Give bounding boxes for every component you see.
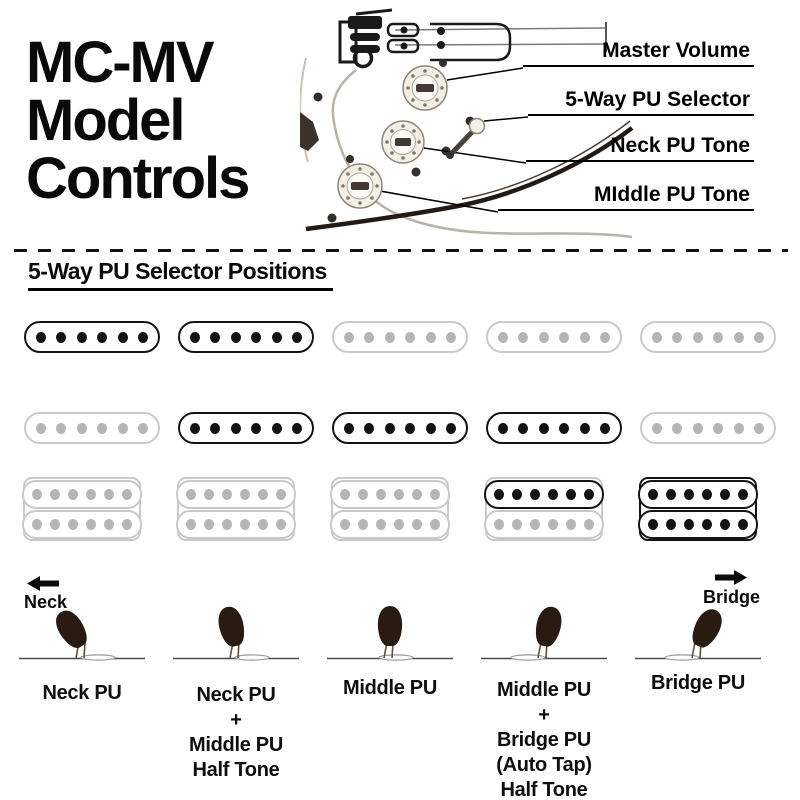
pole-piece <box>210 423 220 434</box>
bridge-bottom-coil <box>22 510 142 539</box>
pole-piece <box>405 423 415 434</box>
position-label-line: Neck PU <box>196 684 276 706</box>
pole-piece <box>56 332 66 343</box>
selector-switch-icon[interactable] <box>479 588 609 666</box>
master-volume-knob[interactable] <box>403 66 447 110</box>
bridge-humbucker <box>331 477 449 541</box>
position-label <box>305 676 475 701</box>
pole-piece <box>251 332 261 343</box>
pole-piece <box>138 423 148 434</box>
middle-pickup <box>486 412 622 444</box>
pole-piece <box>344 332 354 343</box>
title-line-1: MC-MV <box>26 30 213 95</box>
pole-piece <box>68 489 78 500</box>
pole-piece <box>50 519 60 530</box>
middle-pickup <box>332 412 468 444</box>
pole-piece <box>559 332 569 343</box>
pole-piece <box>122 489 132 500</box>
pole-piece <box>518 332 528 343</box>
pole-piece <box>648 489 658 500</box>
position-label-line: Neck PU <box>42 682 122 704</box>
pole-piece <box>672 332 682 343</box>
pole-piece <box>292 332 302 343</box>
pole-piece <box>97 423 107 434</box>
pole-piece <box>693 332 703 343</box>
position-label-line: Half Tone <box>192 759 280 781</box>
pole-piece <box>539 332 549 343</box>
pole-piece <box>77 332 87 343</box>
pole-piece <box>684 489 694 500</box>
pole-piece <box>426 423 436 434</box>
bridge-bottom-coil <box>484 510 604 539</box>
page-title <box>26 30 249 211</box>
pole-piece <box>512 519 522 530</box>
pole-piece <box>394 489 404 500</box>
pole-piece <box>86 489 96 500</box>
pole-piece <box>376 489 386 500</box>
pole-piece <box>430 489 440 500</box>
pole-piece <box>56 423 66 434</box>
bridge-direction-label: Bridge <box>703 587 761 607</box>
pole-piece <box>566 489 576 500</box>
pole-piece <box>684 519 694 530</box>
pole-piece <box>498 423 508 434</box>
pole-piece <box>720 489 730 500</box>
pole-piece <box>539 423 549 434</box>
pole-piece <box>518 423 528 434</box>
switch-lever-drawing <box>479 588 609 666</box>
pole-piece <box>702 519 712 530</box>
position-label <box>0 681 167 706</box>
pole-piece <box>693 423 703 434</box>
pole-piece <box>272 423 282 434</box>
pole-piece <box>251 423 261 434</box>
pole-piece <box>738 519 748 530</box>
bridge-hardware <box>340 10 510 67</box>
bridge-bottom-coil <box>330 510 450 539</box>
pole-piece <box>358 519 368 530</box>
pole-piece <box>97 332 107 343</box>
position-label-line: Bridge PU <box>651 672 745 694</box>
switch-lever-drawing <box>17 588 147 666</box>
pole-piece <box>364 332 374 343</box>
pole-piece <box>600 423 610 434</box>
neck-pickup <box>486 321 622 353</box>
pole-piece <box>340 489 350 500</box>
pole-piece <box>580 423 590 434</box>
position-label-line: Middle PU <box>497 679 591 701</box>
pole-piece <box>222 519 232 530</box>
pole-piece <box>754 423 764 434</box>
neck-pickup <box>24 321 160 353</box>
pole-piece <box>32 489 42 500</box>
pole-piece <box>276 519 286 530</box>
neck-direction-label: Neck <box>24 592 68 612</box>
bridge-humbucker <box>639 477 757 541</box>
pole-piece <box>405 332 415 343</box>
pole-piece <box>738 489 748 500</box>
pole-piece <box>86 519 96 530</box>
pole-piece <box>672 423 682 434</box>
pole-piece <box>231 423 241 434</box>
pole-piece <box>358 489 368 500</box>
pole-piece <box>702 489 712 500</box>
pole-piece <box>258 519 268 530</box>
dashed-divider <box>14 249 788 252</box>
pole-piece <box>494 519 504 530</box>
pole-piece <box>548 519 558 530</box>
pole-piece <box>394 519 404 530</box>
pole-piece <box>222 489 232 500</box>
pole-piece <box>190 332 200 343</box>
pole-piece <box>754 332 764 343</box>
position-label <box>459 678 629 800</box>
selector-switch-icon[interactable] <box>171 588 301 666</box>
pole-piece <box>559 423 569 434</box>
selector-switch-icon[interactable] <box>17 588 147 666</box>
pole-piece <box>426 332 436 343</box>
bridge-humbucker <box>485 477 603 541</box>
selector-switch-icon[interactable] <box>325 588 455 666</box>
pole-piece <box>122 519 132 530</box>
pole-piece <box>652 423 662 434</box>
neck-pickup <box>178 321 314 353</box>
annotation-master-volume: Master Volume <box>523 39 754 67</box>
annotation-neck-tone: Neck PU Tone <box>526 134 754 162</box>
pole-piece <box>36 332 46 343</box>
pole-piece <box>713 423 723 434</box>
pole-piece <box>186 519 196 530</box>
position-label-line: + <box>538 704 550 726</box>
pole-piece <box>734 332 744 343</box>
pole-piece <box>566 519 576 530</box>
pole-piece <box>77 423 87 434</box>
pole-piece <box>32 519 42 530</box>
selector-switch-icon[interactable] <box>633 588 763 666</box>
pole-piece <box>258 489 268 500</box>
pole-piece <box>446 423 456 434</box>
bridge-humbucker <box>177 477 295 541</box>
title-line-3: Controls <box>26 146 249 211</box>
pole-piece <box>118 423 128 434</box>
pole-piece <box>666 489 676 500</box>
neck-pickup <box>640 321 776 353</box>
pole-piece <box>376 519 386 530</box>
pole-piece <box>118 332 128 343</box>
position-label-line: (Auto Tap) <box>496 754 592 776</box>
neck-pickup <box>332 321 468 353</box>
title-line-2: Model <box>26 88 184 153</box>
position-label <box>613 671 783 696</box>
pole-piece <box>584 489 594 500</box>
pole-piece <box>186 489 196 500</box>
pole-piece <box>600 332 610 343</box>
pole-piece <box>292 423 302 434</box>
middle-pickup <box>640 412 776 444</box>
pole-piece <box>385 332 395 343</box>
bridge-humbucker <box>23 477 141 541</box>
bridge-top-coil <box>22 480 142 509</box>
pole-piece <box>494 489 504 500</box>
pole-piece <box>344 423 354 434</box>
bridge-bottom-coil <box>638 510 758 539</box>
pole-piece <box>272 332 282 343</box>
pole-piece <box>720 519 730 530</box>
neck-tone-knob[interactable] <box>382 121 424 163</box>
pole-piece <box>412 489 422 500</box>
position-label-line: Middle PU <box>189 734 283 756</box>
pole-piece <box>530 489 540 500</box>
position-label-line: Middle PU <box>343 677 437 699</box>
pole-piece <box>204 519 214 530</box>
pole-piece <box>231 332 241 343</box>
pole-piece <box>498 332 508 343</box>
pole-piece <box>666 519 676 530</box>
switch-lever-drawing <box>325 588 455 666</box>
pole-piece <box>190 423 200 434</box>
pole-piece <box>430 519 440 530</box>
pole-piece <box>364 423 374 434</box>
position-label-line: Half Tone <box>500 779 588 800</box>
pole-piece <box>340 519 350 530</box>
pole-piece <box>713 332 723 343</box>
pole-piece <box>385 423 395 434</box>
bridge-direction-arrow-icon <box>715 570 747 585</box>
pole-piece <box>530 519 540 530</box>
pole-piece <box>734 423 744 434</box>
pole-piece <box>446 332 456 343</box>
annotation-5way-selector: 5-Way PU Selector <box>528 88 754 116</box>
pole-piece <box>36 423 46 434</box>
pole-piece <box>512 489 522 500</box>
pole-piece <box>104 489 114 500</box>
position-label-line: Bridge PU <box>497 729 591 751</box>
pole-piece <box>652 332 662 343</box>
pole-piece <box>240 519 250 530</box>
pole-piece <box>68 519 78 530</box>
pole-piece <box>50 489 60 500</box>
pole-piece <box>210 332 220 343</box>
position-label-line: + <box>230 709 242 731</box>
pole-piece <box>412 519 422 530</box>
pole-piece <box>204 489 214 500</box>
pole-piece <box>104 519 114 530</box>
pole-piece <box>648 519 658 530</box>
position-label <box>151 683 321 783</box>
bridge-top-coil <box>484 480 604 509</box>
switch-lever-drawing <box>171 588 301 666</box>
pole-piece <box>276 489 286 500</box>
middle-pickup <box>178 412 314 444</box>
pole-piece <box>548 489 558 500</box>
pole-piece <box>580 332 590 343</box>
bridge-bottom-coil <box>176 510 296 539</box>
pole-piece <box>584 519 594 530</box>
middle-pickup <box>24 412 160 444</box>
middle-tone-knob[interactable] <box>338 164 382 208</box>
annotation-middle-tone: MIddle PU Tone <box>498 183 754 211</box>
bridge-top-coil <box>330 480 450 509</box>
pole-piece <box>138 332 148 343</box>
switch-lever-drawing <box>633 588 763 666</box>
bridge-top-coil <box>638 480 758 509</box>
pickup-selector-switch[interactable] <box>446 119 485 160</box>
section-heading: 5-Way PU Selector Positions <box>28 258 333 291</box>
bridge-top-coil <box>176 480 296 509</box>
pole-piece <box>240 489 250 500</box>
